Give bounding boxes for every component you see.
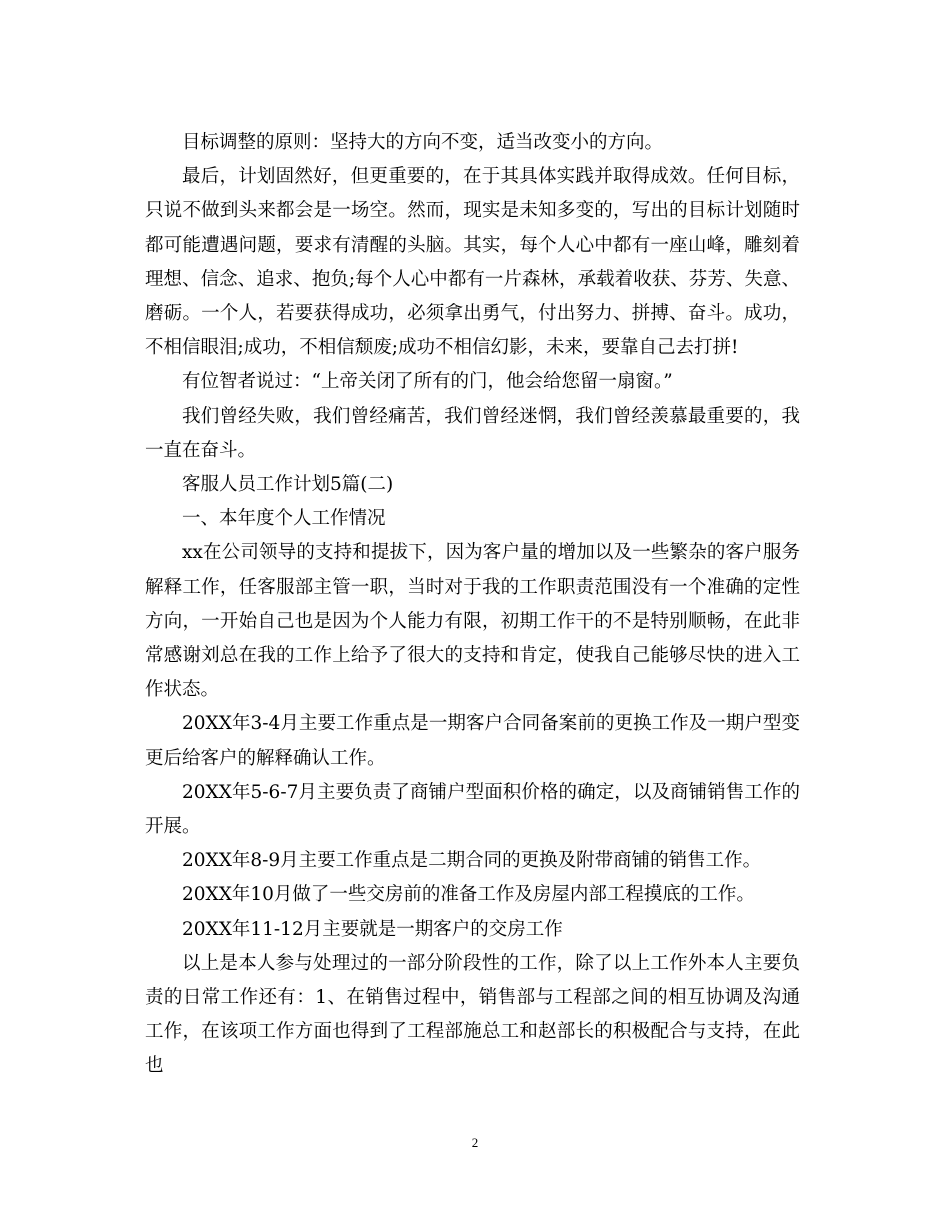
paragraph-mar-apr: 20XX年3-4月主要工作重点是一期客户合同备案前的更换工作及一期户型变更后给客户的解释确认工作。	[145, 713, 800, 769]
paragraph-struggle: 我们曾经失败，我们曾经痛苦，我们曾经迷惘，我们曾经羡慕最重要的，我一直在奋斗。	[145, 405, 800, 461]
paragraph-nov-dec: 20XX年11-12月主要就是一期客户的交房工作	[182, 918, 563, 940]
paragraph-promotion: xx在公司领导的支持和提拔下，因为客户量的增加以及一些繁杂的客户服务解释工作，任客服部主管一职，当时对于我的工作职责范围没有一个准确的定性方向，一开始自己也是因为个人能力有限，初期工作干的不是特别顺畅，在此非常感谢刘总在我的工作上给予了很大的支持和肯定，使我自己能够尽快的进入工作状态。	[145, 542, 800, 701]
paragraph-oct: 20XX年10月做了一些交房前的准备工作及房屋内部工程摸底的工作。	[182, 884, 755, 906]
paragraph-wise-quote: 有位智者说过：“上帝关闭了所有的门，他会给您留一扇窗。”	[182, 371, 673, 393]
subsection-heading: 一、本年度个人工作情况	[182, 508, 386, 530]
paragraph-daily-work: 以上是本人参与处理过的一部分阶段性的工作，除了以上工作外本人主要负责的日常工作还有：1、在销售过程中，销售部与工程部之间的相互协调及沟通工作，在该项工作方面也得到了工程部施总工和赵部长的积极配合与支持，在此也	[145, 952, 800, 1077]
paragraph-plan-practice: 最后，计划固然好，但更重要的，在于其具体实践并取得成效。任何目标，只说不做到头来都会是一场空。然而，现实是未知多变的，写出的目标计划随时都可能遭遇问题，要求有清醒的头脑。其实，每个人心中都有一座山峰，雕刻着理想、信念、追求、抱负;每个人心中都有一片森林，承载着收获、芬芳、失意、磨砺。一个人，若要获得成功，必须拿出勇气，付出努力、拼搏、奋斗。成功，不相信眼泪;成功，不相信颓废;成功不相信幻影，未来，要靠自己去打拼!	[145, 166, 800, 359]
document-body	[145, 126, 800, 1084]
page-number: 2	[471, 1135, 479, 1150]
paragraph-aug-sep: 20XX年8-9月主要工作重点是二期合同的更换及附带商铺的销售工作。	[182, 850, 762, 872]
paragraph-may-jul: 20XX年5-6-7月主要负责了商铺户型面积价格的确定，以及商铺销售工作的开展。	[145, 781, 800, 838]
section-title: 客服人员工作计划5篇(二)	[182, 474, 394, 496]
paragraph-goal-principle: 目标调整的原则：坚持大的方向不变，适当改变小的方向。	[182, 132, 664, 153]
